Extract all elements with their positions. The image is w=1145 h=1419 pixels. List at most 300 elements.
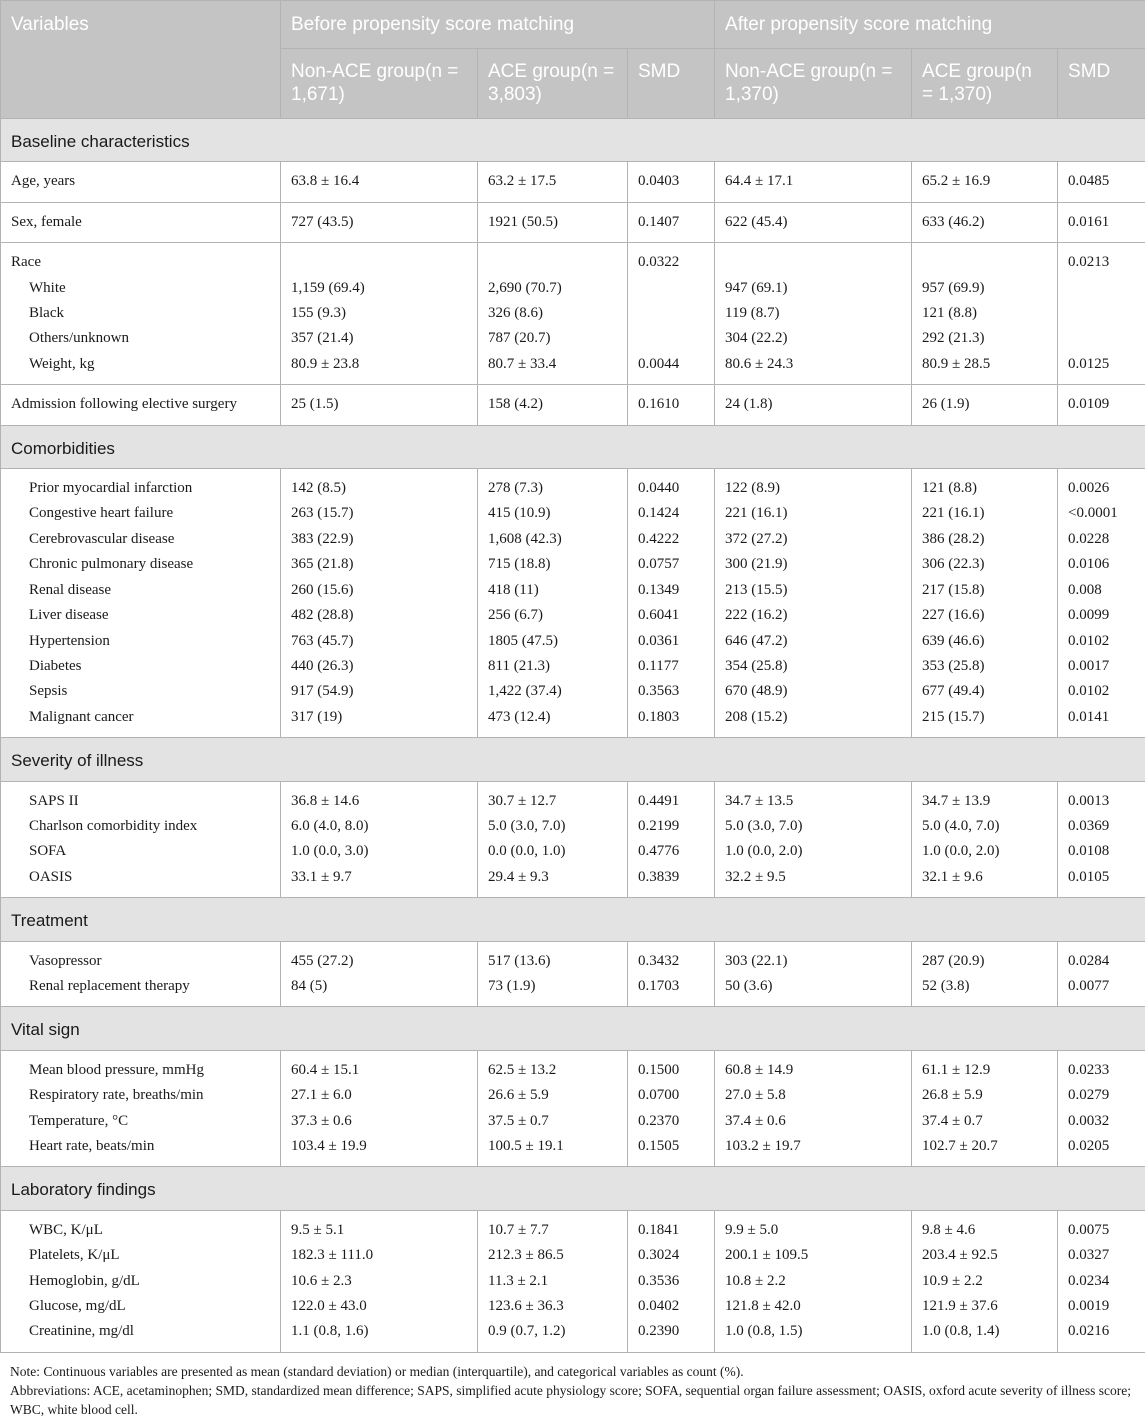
value-cell bbox=[1058, 385, 1145, 425]
variable-cell bbox=[1, 941, 281, 1007]
cell-value bbox=[638, 326, 704, 351]
section-title: Severity of illness bbox=[1, 738, 1145, 781]
cell-value: 0.1505 bbox=[638, 1134, 704, 1159]
cell-value: 121 (8.8) bbox=[922, 476, 1047, 501]
cell-value: 0.0075 bbox=[1068, 1218, 1135, 1243]
variable-label: Weight, kg bbox=[11, 352, 270, 377]
subheader-line: ACE group bbox=[922, 61, 1015, 82]
variable-label: Others/unknown bbox=[11, 326, 270, 351]
cell-value: 5.0 (4.0, 7.0) bbox=[922, 814, 1047, 839]
value-cell bbox=[628, 469, 715, 738]
cell-value: <0.0001 bbox=[1068, 501, 1135, 526]
cell-value: 0.008 bbox=[1068, 578, 1135, 603]
section-header-row bbox=[1, 898, 1145, 941]
cell-value: 0.1841 bbox=[638, 1218, 704, 1243]
value-cell bbox=[281, 385, 478, 425]
cell-value: 0.0369 bbox=[1068, 814, 1135, 839]
note-text: Note: Continuous variables are presented as mean (standard deviation) or median (interquartile), and categorical variables as count (%). bbox=[10, 1362, 1138, 1381]
value-cell bbox=[478, 1210, 628, 1352]
value-cell bbox=[628, 941, 715, 1007]
cell-value: 0.1610 bbox=[638, 392, 704, 417]
subheader-line: (n = 1,370) bbox=[725, 61, 892, 105]
variable-label: Platelets, K/μL bbox=[11, 1243, 270, 1268]
cell-value: 0.4491 bbox=[638, 789, 704, 814]
value-cell bbox=[1058, 1210, 1145, 1352]
cell-value bbox=[725, 250, 901, 275]
cell-value: 60.8 ± 14.9 bbox=[725, 1058, 901, 1083]
cell-value: 0.0234 bbox=[1068, 1269, 1135, 1294]
variable-label: Black bbox=[11, 301, 270, 326]
cell-value: 10.8 ± 2.2 bbox=[725, 1269, 901, 1294]
cell-value: 203.4 ± 92.5 bbox=[922, 1243, 1047, 1268]
cell-value: 1.0 (0.8, 1.4) bbox=[922, 1319, 1047, 1344]
cell-value: 6.0 (4.0, 8.0) bbox=[291, 814, 467, 839]
cell-value: 303 (22.1) bbox=[725, 949, 901, 974]
value-cell bbox=[1058, 243, 1145, 385]
cell-value: 0.9 (0.7, 1.2) bbox=[488, 1319, 617, 1344]
variable-label: Cerebrovascular disease bbox=[11, 527, 270, 552]
cell-value: 1.1 (0.8, 1.6) bbox=[291, 1319, 467, 1344]
cell-value: 73 (1.9) bbox=[488, 974, 617, 999]
after-subheader-1 bbox=[912, 49, 1058, 119]
section-header-row bbox=[1, 1167, 1145, 1210]
cell-value: 80.9 ± 23.8 bbox=[291, 352, 467, 377]
cell-value: 517 (13.6) bbox=[488, 949, 617, 974]
cell-value: 354 (25.8) bbox=[725, 654, 901, 679]
cell-value: 0.2199 bbox=[638, 814, 704, 839]
table-row bbox=[1, 469, 1145, 738]
cell-value: 52 (3.8) bbox=[922, 974, 1047, 999]
cell-value: 122 (8.9) bbox=[725, 476, 901, 501]
value-cell bbox=[715, 781, 912, 898]
cell-value: 455 (27.2) bbox=[291, 949, 467, 974]
cell-value: 0.0108 bbox=[1068, 839, 1135, 864]
cell-value: 473 (12.4) bbox=[488, 705, 617, 730]
value-cell bbox=[281, 1050, 478, 1167]
cell-value: 9.5 ± 5.1 bbox=[291, 1218, 467, 1243]
cell-value: 0.0440 bbox=[638, 476, 704, 501]
cell-value: 0.0205 bbox=[1068, 1134, 1135, 1159]
subheader-line: Non-ACE group bbox=[291, 61, 425, 82]
table-row bbox=[1, 1210, 1145, 1352]
cell-value: 208 (15.2) bbox=[725, 705, 901, 730]
cell-value: 727 (43.5) bbox=[291, 210, 467, 235]
cell-value: 65.2 ± 16.9 bbox=[922, 169, 1047, 194]
cell-value: 1,159 (69.4) bbox=[291, 276, 467, 301]
cell-value: 0.2390 bbox=[638, 1319, 704, 1344]
value-cell bbox=[912, 469, 1058, 738]
cell-value: 1.0 (0.0, 2.0) bbox=[725, 839, 901, 864]
cell-value: 0.0402 bbox=[638, 1294, 704, 1319]
cell-value: 0.0077 bbox=[1068, 974, 1135, 999]
cell-value: 677 (49.4) bbox=[922, 679, 1047, 704]
cell-value: 33.1 ± 9.7 bbox=[291, 865, 467, 890]
subheader-line: SMD bbox=[638, 61, 680, 82]
cell-value: 34.7 ± 13.9 bbox=[922, 789, 1047, 814]
variable-label: Sepsis bbox=[11, 679, 270, 704]
cell-value: 37.4 ± 0.6 bbox=[725, 1109, 901, 1134]
value-cell bbox=[715, 469, 912, 738]
subheader-line: Non-ACE group bbox=[725, 61, 859, 82]
cell-value: 0.4776 bbox=[638, 839, 704, 864]
cell-value bbox=[1068, 276, 1135, 301]
cell-value: 1.0 (0.8, 1.5) bbox=[725, 1319, 901, 1344]
cell-value: 0.0361 bbox=[638, 629, 704, 654]
cell-value: 383 (22.9) bbox=[291, 527, 467, 552]
table-body bbox=[1, 119, 1145, 1353]
cell-value: 365 (21.8) bbox=[291, 552, 467, 577]
cell-value: 0.0102 bbox=[1068, 679, 1135, 704]
cell-value: 29.4 ± 9.3 bbox=[488, 865, 617, 890]
cell-value: 103.4 ± 19.9 bbox=[291, 1134, 467, 1159]
variable-label: Prior myocardial infarction bbox=[11, 476, 270, 501]
cell-value: 622 (45.4) bbox=[725, 210, 901, 235]
cell-value: 0.0099 bbox=[1068, 603, 1135, 628]
value-cell bbox=[478, 385, 628, 425]
value-cell bbox=[478, 202, 628, 242]
cell-value: 0.0013 bbox=[1068, 789, 1135, 814]
cell-value bbox=[1068, 326, 1135, 351]
cell-value: 0.1177 bbox=[638, 654, 704, 679]
variable-cell bbox=[1, 781, 281, 898]
cell-value: 103.2 ± 19.7 bbox=[725, 1134, 901, 1159]
value-cell bbox=[715, 385, 912, 425]
variable-label: Admission following elective surgery bbox=[11, 392, 270, 417]
cell-value: 119 (8.7) bbox=[725, 301, 901, 326]
table-row bbox=[1, 162, 1145, 202]
cell-value: 0.0102 bbox=[1068, 629, 1135, 654]
cell-value: 222 (16.2) bbox=[725, 603, 901, 628]
section-title: Baseline characteristics bbox=[1, 119, 1145, 162]
cell-value: 213 (15.5) bbox=[725, 578, 901, 603]
table-row bbox=[1, 385, 1145, 425]
section-title: Comorbidities bbox=[1, 425, 1145, 468]
cell-value: 0.0757 bbox=[638, 552, 704, 577]
cell-value bbox=[922, 250, 1047, 275]
cell-value: 221 (16.1) bbox=[725, 501, 901, 526]
cell-value: 957 (69.9) bbox=[922, 276, 1047, 301]
cell-value: 27.1 ± 6.0 bbox=[291, 1083, 467, 1108]
cell-value: 0.0032 bbox=[1068, 1109, 1135, 1134]
variable-cell bbox=[1, 469, 281, 738]
value-cell bbox=[281, 941, 478, 1007]
before-subheader-2 bbox=[628, 49, 715, 119]
variable-label: SOFA bbox=[11, 839, 270, 864]
cell-value: 32.1 ± 9.6 bbox=[922, 865, 1047, 890]
cell-value: 10.6 ± 2.3 bbox=[291, 1269, 467, 1294]
cell-value bbox=[638, 276, 704, 301]
cell-value: 633 (46.2) bbox=[922, 210, 1047, 235]
value-cell bbox=[912, 385, 1058, 425]
cell-value: 418 (11) bbox=[488, 578, 617, 603]
variable-label: Hemoglobin, g/dL bbox=[11, 1269, 270, 1294]
variable-cell bbox=[1, 1210, 281, 1352]
cell-value: 63.8 ± 16.4 bbox=[291, 169, 467, 194]
variable-cell bbox=[1, 202, 281, 242]
cell-value: 482 (28.8) bbox=[291, 603, 467, 628]
subheader-line: (n = 1,671) bbox=[291, 61, 458, 105]
value-cell bbox=[715, 1050, 912, 1167]
cell-value: 0.3432 bbox=[638, 949, 704, 974]
value-cell bbox=[715, 1210, 912, 1352]
cell-value: 60.4 ± 15.1 bbox=[291, 1058, 467, 1083]
value-cell bbox=[715, 941, 912, 1007]
variable-cell bbox=[1, 162, 281, 202]
value-cell bbox=[478, 941, 628, 1007]
variable-label: White bbox=[11, 276, 270, 301]
cell-value: 278 (7.3) bbox=[488, 476, 617, 501]
variable-label: Congestive heart failure bbox=[11, 501, 270, 526]
cell-value: 0.0327 bbox=[1068, 1243, 1135, 1268]
variable-label: Heart rate, beats/min bbox=[11, 1134, 270, 1159]
value-cell bbox=[912, 781, 1058, 898]
after-matching-header: After propensity score matching bbox=[715, 1, 1145, 49]
table-notes bbox=[10, 1362, 1138, 1419]
variable-cell bbox=[1, 1050, 281, 1167]
value-cell bbox=[1058, 781, 1145, 898]
value-cell bbox=[281, 202, 478, 242]
variable-label: Creatinine, mg/dl bbox=[11, 1319, 270, 1344]
value-cell bbox=[628, 1050, 715, 1167]
cell-value: 639 (46.6) bbox=[922, 629, 1047, 654]
cell-value: 84 (5) bbox=[291, 974, 467, 999]
subheader-line: SMD bbox=[1068, 61, 1110, 82]
before-subheader-0 bbox=[281, 49, 478, 119]
header-row-groups bbox=[1, 1, 1145, 49]
cell-value: 37.3 ± 0.6 bbox=[291, 1109, 467, 1134]
cell-value bbox=[488, 250, 617, 275]
cell-value: 32.2 ± 9.5 bbox=[725, 865, 901, 890]
cell-value: 100.5 ± 19.1 bbox=[488, 1134, 617, 1159]
cell-value: 0.1424 bbox=[638, 501, 704, 526]
subheader-line: ACE group bbox=[488, 61, 581, 82]
cell-value: 326 (8.6) bbox=[488, 301, 617, 326]
cell-value: 11.3 ± 2.1 bbox=[488, 1269, 617, 1294]
cell-value: 440 (26.3) bbox=[291, 654, 467, 679]
cell-value: 0.4222 bbox=[638, 527, 704, 552]
cell-value: 763 (45.7) bbox=[291, 629, 467, 654]
value-cell bbox=[912, 162, 1058, 202]
cell-value: 2,690 (70.7) bbox=[488, 276, 617, 301]
cell-value: 917 (54.9) bbox=[291, 679, 467, 704]
cell-value: 0.3839 bbox=[638, 865, 704, 890]
cell-value: 0.0233 bbox=[1068, 1058, 1135, 1083]
variable-label: Charlson comorbidity index bbox=[11, 814, 270, 839]
cell-value: 200.1 ± 109.5 bbox=[725, 1243, 901, 1268]
value-cell bbox=[1058, 941, 1145, 1007]
value-cell bbox=[912, 202, 1058, 242]
subheader-line: (n = 3,803) bbox=[488, 61, 614, 105]
variable-cell bbox=[1, 243, 281, 385]
cell-value: 0.1803 bbox=[638, 705, 704, 730]
cell-value: 0.0322 bbox=[638, 250, 704, 275]
cell-value: 0.0106 bbox=[1068, 552, 1135, 577]
cell-value: 80.9 ± 28.5 bbox=[922, 352, 1047, 377]
value-cell bbox=[478, 1050, 628, 1167]
value-cell bbox=[628, 781, 715, 898]
cell-value: 26.6 ± 5.9 bbox=[488, 1083, 617, 1108]
section-header-row bbox=[1, 119, 1145, 162]
table-row bbox=[1, 202, 1145, 242]
variable-label: Temperature, °C bbox=[11, 1109, 270, 1134]
cell-value: 0.0485 bbox=[1068, 169, 1135, 194]
cell-value: 61.1 ± 12.9 bbox=[922, 1058, 1047, 1083]
cell-value: 0.0105 bbox=[1068, 865, 1135, 890]
table-row bbox=[1, 1050, 1145, 1167]
cell-value bbox=[1068, 301, 1135, 326]
cell-value: 0.0213 bbox=[1068, 250, 1135, 275]
value-cell bbox=[281, 243, 478, 385]
cell-value: 182.3 ± 111.0 bbox=[291, 1243, 467, 1268]
cell-value: 142 (8.5) bbox=[291, 476, 467, 501]
value-cell bbox=[1058, 202, 1145, 242]
variable-label: Liver disease bbox=[11, 603, 270, 628]
table-row bbox=[1, 243, 1145, 385]
cell-value: 30.7 ± 12.7 bbox=[488, 789, 617, 814]
cell-value: 353 (25.8) bbox=[922, 654, 1047, 679]
before-subheader-1 bbox=[478, 49, 628, 119]
variable-label: Vasopressor bbox=[11, 949, 270, 974]
cell-value: 121.8 ± 42.0 bbox=[725, 1294, 901, 1319]
variable-cell bbox=[1, 385, 281, 425]
variable-label: Hypertension bbox=[11, 629, 270, 654]
table-row bbox=[1, 941, 1145, 1007]
value-cell bbox=[1058, 162, 1145, 202]
cell-value: 0.3563 bbox=[638, 679, 704, 704]
value-cell bbox=[478, 469, 628, 738]
cell-value: 0.0161 bbox=[1068, 210, 1135, 235]
variable-label: Race bbox=[11, 250, 270, 275]
cell-value: 122.0 ± 43.0 bbox=[291, 1294, 467, 1319]
subheader-line: (n = 1,370) bbox=[922, 61, 1032, 105]
cell-value: 5.0 (3.0, 7.0) bbox=[725, 814, 901, 839]
section-title: Treatment bbox=[1, 898, 1145, 941]
section-header-row bbox=[1, 425, 1145, 468]
cell-value: 37.4 ± 0.7 bbox=[922, 1109, 1047, 1134]
cell-value: 9.9 ± 5.0 bbox=[725, 1218, 901, 1243]
variable-label: Chronic pulmonary disease bbox=[11, 552, 270, 577]
cell-value: 1.0 (0.0, 3.0) bbox=[291, 839, 467, 864]
value-cell bbox=[281, 1210, 478, 1352]
cell-value: 215 (15.7) bbox=[922, 705, 1047, 730]
cell-value: 0.0017 bbox=[1068, 654, 1135, 679]
cell-value: 27.0 ± 5.8 bbox=[725, 1083, 901, 1108]
cell-value: 0.0141 bbox=[1068, 705, 1135, 730]
variable-label: WBC, K/μL bbox=[11, 1218, 270, 1243]
variables-column-header: Variables bbox=[1, 1, 281, 119]
after-subheader-2 bbox=[1058, 49, 1145, 119]
cell-value: 0.0125 bbox=[1068, 352, 1135, 377]
cell-value: 63.2 ± 17.5 bbox=[488, 169, 617, 194]
cell-value: 0.1349 bbox=[638, 578, 704, 603]
cell-value: 227 (16.6) bbox=[922, 603, 1047, 628]
cell-value: 787 (20.7) bbox=[488, 326, 617, 351]
cell-value: 670 (48.9) bbox=[725, 679, 901, 704]
variable-label: Malignant cancer bbox=[11, 705, 270, 730]
value-cell bbox=[1058, 1050, 1145, 1167]
value-cell bbox=[715, 202, 912, 242]
cell-value: 287 (20.9) bbox=[922, 949, 1047, 974]
value-cell bbox=[912, 243, 1058, 385]
cell-value: 50 (3.6) bbox=[725, 974, 901, 999]
cell-value: 1,422 (37.4) bbox=[488, 679, 617, 704]
variable-label: SAPS II bbox=[11, 789, 270, 814]
variable-label: Glucose, mg/dL bbox=[11, 1294, 270, 1319]
abbreviations-text: Abbreviations: ACE, acetaminophen; SMD, standardized mean difference; SAPS, simplified acute physiology score; SOFA, sequential organ failure assessment; OASIS, oxford acute severity of illness score; WBC, white blood cell. bbox=[10, 1381, 1138, 1419]
cell-value: 0.0 (0.0, 1.0) bbox=[488, 839, 617, 864]
value-cell bbox=[912, 941, 1058, 1007]
cell-value: 372 (27.2) bbox=[725, 527, 901, 552]
cell-value: 9.8 ± 4.6 bbox=[922, 1218, 1047, 1243]
cell-value: 123.6 ± 36.3 bbox=[488, 1294, 617, 1319]
cell-value: 158 (4.2) bbox=[488, 392, 617, 417]
cell-value: 1921 (50.5) bbox=[488, 210, 617, 235]
cell-value: 0.0044 bbox=[638, 352, 704, 377]
cell-value: 64.4 ± 17.1 bbox=[725, 169, 901, 194]
cell-value: 0.2370 bbox=[638, 1109, 704, 1134]
value-cell bbox=[478, 162, 628, 202]
cell-value: 0.0284 bbox=[1068, 949, 1135, 974]
cell-value: 646 (47.2) bbox=[725, 629, 901, 654]
table-header bbox=[1, 1, 1145, 119]
variable-label: Respiratory rate, breaths/min bbox=[11, 1083, 270, 1108]
cell-value: 715 (18.8) bbox=[488, 552, 617, 577]
cell-value: 10.9 ± 2.2 bbox=[922, 1269, 1047, 1294]
cell-value: 1805 (47.5) bbox=[488, 629, 617, 654]
cell-value: 0.0279 bbox=[1068, 1083, 1135, 1108]
cell-value: 0.1703 bbox=[638, 974, 704, 999]
value-cell bbox=[281, 469, 478, 738]
value-cell bbox=[478, 781, 628, 898]
cell-value: 36.8 ± 14.6 bbox=[291, 789, 467, 814]
cell-value bbox=[638, 301, 704, 326]
value-cell bbox=[912, 1210, 1058, 1352]
cell-value: 317 (19) bbox=[291, 705, 467, 730]
cell-value: 1,608 (42.3) bbox=[488, 527, 617, 552]
cell-value: 62.5 ± 13.2 bbox=[488, 1058, 617, 1083]
cell-value: 263 (15.7) bbox=[291, 501, 467, 526]
cell-value: 304 (22.2) bbox=[725, 326, 901, 351]
cell-value: 811 (21.3) bbox=[488, 654, 617, 679]
cell-value: 24 (1.8) bbox=[725, 392, 901, 417]
variable-label: Age, years bbox=[11, 169, 270, 194]
cell-value: 26 (1.9) bbox=[922, 392, 1047, 417]
cell-value: 1.0 (0.0, 2.0) bbox=[922, 839, 1047, 864]
section-header-row bbox=[1, 738, 1145, 781]
cell-value: 80.7 ± 33.4 bbox=[488, 352, 617, 377]
variable-label: Mean blood pressure, mmHg bbox=[11, 1058, 270, 1083]
cell-value: 102.7 ± 20.7 bbox=[922, 1134, 1047, 1159]
value-cell bbox=[628, 1210, 715, 1352]
cell-value: 292 (21.3) bbox=[922, 326, 1047, 351]
cell-value: 121 (8.8) bbox=[922, 301, 1047, 326]
value-cell bbox=[281, 781, 478, 898]
cell-value: 34.7 ± 13.5 bbox=[725, 789, 901, 814]
cell-value: 300 (21.9) bbox=[725, 552, 901, 577]
cell-value: 0.0216 bbox=[1068, 1319, 1135, 1344]
cell-value: 221 (16.1) bbox=[922, 501, 1047, 526]
cell-value bbox=[291, 250, 467, 275]
value-cell bbox=[628, 202, 715, 242]
cell-value: 0.0019 bbox=[1068, 1294, 1135, 1319]
cell-value: 121.9 ± 37.6 bbox=[922, 1294, 1047, 1319]
value-cell bbox=[628, 243, 715, 385]
cell-value: 80.6 ± 24.3 bbox=[725, 352, 901, 377]
cell-value: 0.6041 bbox=[638, 603, 704, 628]
value-cell bbox=[281, 162, 478, 202]
cell-value: 25 (1.5) bbox=[291, 392, 467, 417]
variable-label: Diabetes bbox=[11, 654, 270, 679]
